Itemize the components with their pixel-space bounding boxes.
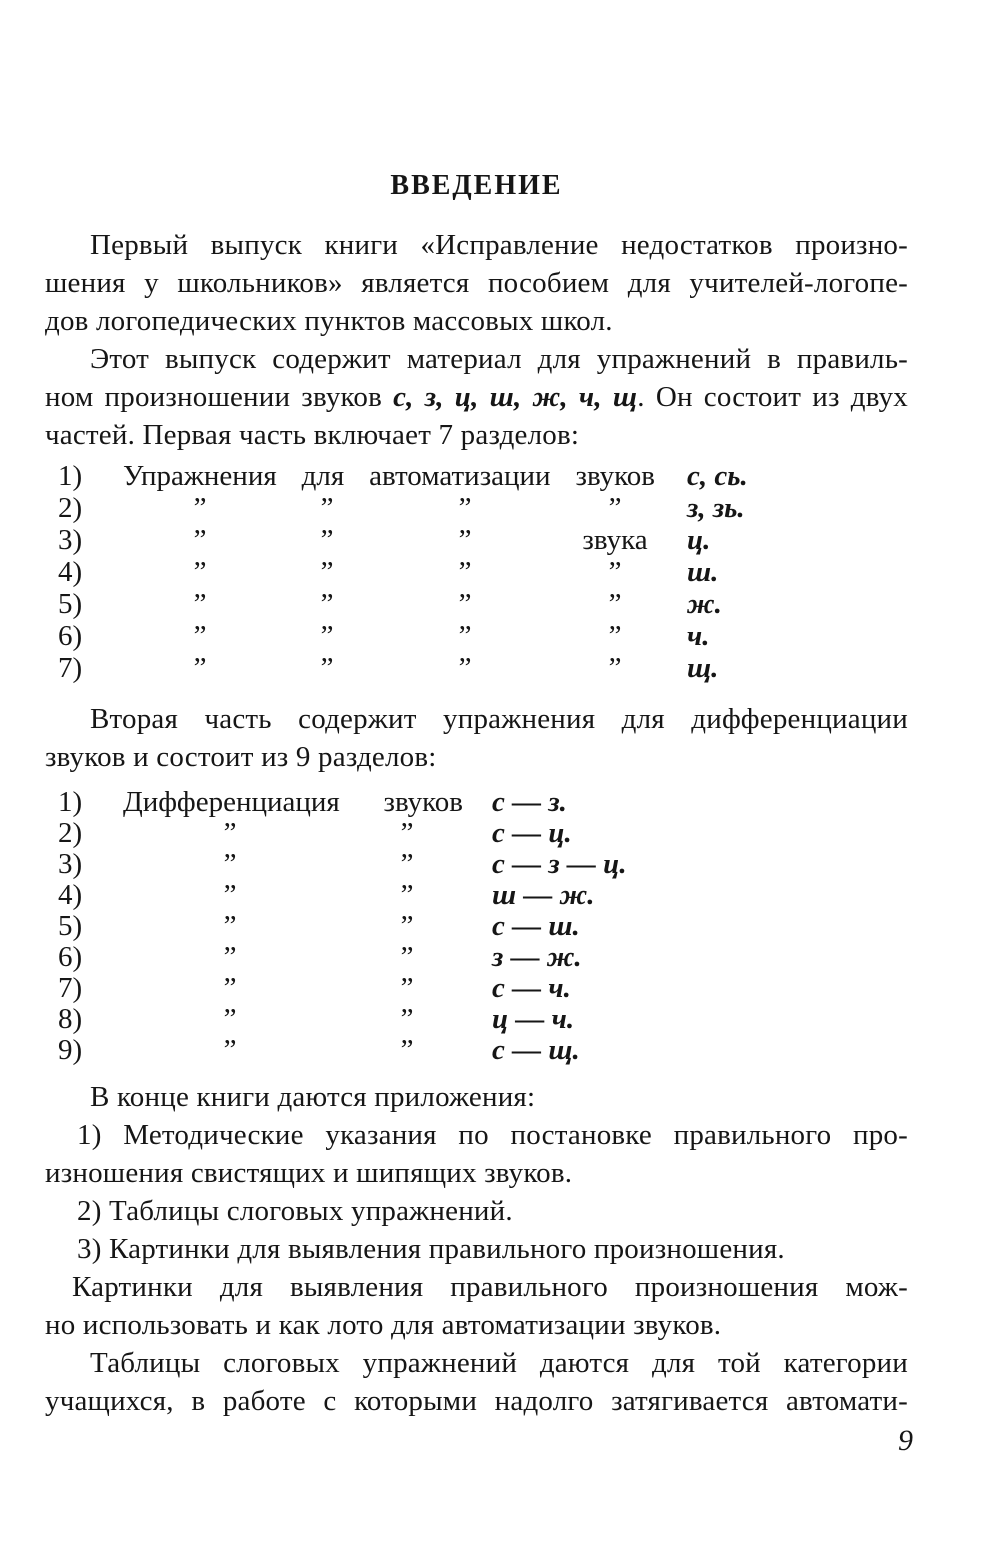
list-row [0,972,1000,1004]
list-row [0,556,1000,588]
ditto-mark: ” [223,817,237,849]
item-text: Дифференциация звуков [123,786,463,818]
ditto-mark: ” [320,620,334,652]
item-sound: с — ш. [492,910,580,942]
item-text: Упражнения для автоматизации звуков [123,460,655,492]
ditto-mark: ” [193,620,207,652]
item-number: 8) [58,1003,83,1035]
ditto-mark: ” [400,817,414,849]
paragraph-line: 1) Методические указания по постановке правильного про- [77,1119,908,1151]
list-row [0,524,1000,556]
item-number: 9) [58,1034,83,1066]
ditto-mark: ” [193,556,207,588]
part2-paragraph [45,700,908,776]
ditto-mark: ” [223,1003,237,1035]
ditto-mark: ” [400,972,414,1004]
paragraph-text: . Он состоит из двух [637,381,908,413]
paragraph-line: звуков и состоит из 9 разделов: [45,741,437,773]
item-sound: с — з — ц. [492,848,627,880]
ditto-mark: ” [193,588,207,620]
ditto-mark: ” [608,588,622,620]
ditto-mark: ” [400,879,414,911]
paragraph-line: 3) Картинки для выявления правильного произношения. [77,1233,785,1265]
paragraph-text: ном произношении звуков [45,381,394,413]
ditto-mark: ” [223,879,237,911]
item-number: 6) [58,941,83,973]
paragraph-line: Таблицы слоговых упражнений даются для той категории [90,1347,908,1379]
ditto-mark: ” [608,556,622,588]
page-title: ВВЕДЕНИЕ [390,169,563,201]
ditto-mark: ” [223,1034,237,1066]
item-sound: с, сь. [687,460,748,492]
paragraph-line: Вторая часть содержит упражнения для дифференциации [90,703,908,735]
ditto-mark: ” [320,524,334,556]
paragraph-line: частей. Первая часть включает 7 разделов: [45,419,580,451]
ditto-mark: ” [608,492,622,524]
item-word: звука [582,524,648,556]
item-sound: ш — ж. [492,879,595,911]
item-sound: ц — ч. [492,1003,575,1035]
sounds-emphasis: с, з, ц, ш, ж, ч, щ [393,381,638,413]
ditto-mark: ” [223,941,237,973]
ditto-mark: ” [458,588,472,620]
ditto-mark: ” [193,492,207,524]
item-sound: з — ж. [492,941,582,973]
item-number: 6) [58,620,83,652]
ditto-mark: ” [458,620,472,652]
list-row [0,786,1000,818]
paragraph-line: дов логопедических пунктов массовых школ. [45,305,613,337]
paragraph-line: Этот выпуск содержит материал для упражнений в правиль- [90,343,908,375]
list-row [0,817,1000,849]
item-sound: с — щ. [492,1034,580,1066]
paragraph-line: Картинки для выявления правильного произношения мож- [72,1271,908,1303]
ditto-mark: ” [320,492,334,524]
item-sound: ж. [687,588,722,620]
list-row [0,492,1000,524]
ditto-mark: ” [400,941,414,973]
page-number: 9 [898,1424,913,1457]
ditto-mark: ” [193,652,207,684]
appendix-section [45,1078,908,1420]
ditto-mark: ” [458,524,472,556]
item-number: 4) [58,879,83,911]
paragraph-line: шения у школьников» является пособием для учителей-логопе- [45,267,908,299]
list-row [0,848,1000,880]
paragraph-line: В конце книги даются приложения: [90,1081,536,1113]
ditto-mark: ” [400,848,414,880]
ditto-mark: ” [223,972,237,1004]
item-sound: с — ц. [492,817,572,849]
ditto-mark: ” [223,848,237,880]
item-sound: щ. [687,652,719,684]
item-sound: с — ч. [492,972,571,1004]
ditto-mark: ” [400,1003,414,1035]
item-sound: ч. [687,620,710,652]
item-number: 3) [58,524,83,556]
ditto-mark: ” [320,556,334,588]
item-number: 7) [58,972,83,1004]
item-sound: ц. [687,524,711,556]
item-number: 5) [58,588,83,620]
item-number: 2) [58,492,83,524]
item-sound: с — з. [492,786,567,818]
item-number: 1) [58,786,83,818]
paragraph-line: изношения свистящих и шипящих звуков. [45,1157,573,1189]
ditto-mark: ” [320,652,334,684]
intro-paragraph-2 [45,340,908,454]
item-number: 7) [58,652,83,684]
item-number: 5) [58,910,83,942]
ditto-mark: ” [400,910,414,942]
list-row [0,941,1000,973]
ditto-mark: ” [223,910,237,942]
list-row [0,460,1000,492]
paragraph-line: Первый выпуск книги «Исправление недостатков произно- [90,229,908,261]
paragraph-line [45,378,908,416]
ditto-mark: ” [458,556,472,588]
ditto-mark: ” [320,588,334,620]
paragraph-line: но использовать и как лото для автоматизации звуков. [45,1309,722,1341]
list-row [0,620,1000,652]
ditto-mark: ” [608,620,622,652]
ditto-mark: ” [193,524,207,556]
item-number: 3) [58,848,83,880]
item-number: 2) [58,817,83,849]
list-row [0,910,1000,942]
paragraph-line: 2) Таблицы слоговых упражнений. [77,1195,513,1227]
item-number: 1) [58,460,83,492]
item-sound: з, зь. [687,492,745,524]
ditto-mark: ” [608,652,622,684]
item-sound: ш. [687,556,719,588]
intro-paragraph-1 [45,226,908,340]
ditto-mark: ” [458,652,472,684]
list-row [0,652,1000,684]
ditto-mark: ” [400,1034,414,1066]
list-row [0,879,1000,911]
list-row [0,1003,1000,1035]
list-row [0,1034,1000,1066]
paragraph-line: учащихся, в работе с которыми надолго затягивается автомати- [45,1385,908,1417]
list-row [0,588,1000,620]
ditto-mark: ” [458,492,472,524]
item-number: 4) [58,556,83,588]
